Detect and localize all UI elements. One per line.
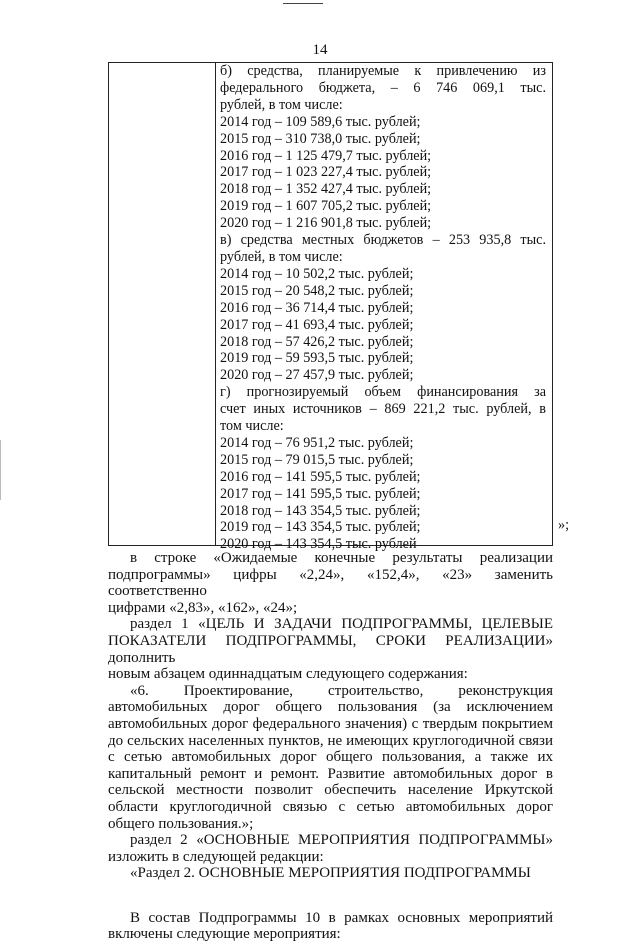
financing-table-cell xyxy=(220,63,546,553)
table-line: 2017 год – 1 023 227,4 тыс. рублей; xyxy=(220,164,432,181)
paragraph-line: включены следующие мероприятия: xyxy=(108,926,341,943)
table-line: 2018 год – 57 426,2 тыс. рублей; xyxy=(220,333,414,350)
table-line: б) средства, планируемые к привлечению из xyxy=(220,63,546,79)
table-line: 2020 год – 1 216 901,8 тыс. рублей; xyxy=(220,215,432,232)
top-rule xyxy=(283,3,323,4)
table-line: 2018 год – 143 354,5 тыс. рублей; xyxy=(220,502,421,519)
blank-line xyxy=(108,882,553,910)
paragraph-line: подпрограммы» цифры «2,24», «152,4», «23» заменить соответственно xyxy=(108,566,553,600)
table-line: 2014 год – 109 589,6 тыс. рублей; xyxy=(220,113,421,130)
paragraph-line: раздел 2 «ОСНОВНЫЕ МЕРОПРИЯТИЯ ПОДПРОГРАММЫ» xyxy=(130,832,553,849)
table-line: 2014 год – 76 951,2 тыс. рублей; xyxy=(220,434,414,451)
paragraph-line: в строке «Ожидаемые конечные результаты реализации xyxy=(130,550,553,566)
section-title: «Раздел 2. ОСНОВНЫЕ МЕРОПРИЯТИЯ ПОДПРОГРАММЫ xyxy=(130,865,531,882)
table-line: 2016 год – 141 595,5 тыс. рублей; xyxy=(220,468,421,485)
table-line: 2016 год – 36 714,4 тыс. рублей; xyxy=(220,299,414,316)
table-line: 2015 год – 20 548,2 тыс. рублей; xyxy=(220,282,414,299)
paragraph-line: новым абзацем одиннадцатым следующего содержания: xyxy=(108,666,468,683)
paragraph-line: раздел 1 «ЦЕЛЬ И ЗАДАЧИ ПОДПРОГРАММЫ, ЦЕЛЕВЫЕ xyxy=(130,616,553,633)
table-line: 2016 год – 1 125 479,7 тыс. рублей; xyxy=(220,147,432,164)
table-line: 2018 год – 1 352 427,4 тыс. рублей; xyxy=(220,181,432,198)
paragraph-line: изложить в следующей редакции: xyxy=(108,848,324,865)
scan-edge-mark xyxy=(0,440,1,500)
table-line: 2017 год – 141 595,5 тыс. рублей; xyxy=(220,485,421,502)
table-line: 2017 год – 41 693,4 тыс. рублей; xyxy=(220,316,414,333)
table-line: федерального бюджета, – 6 746 069,1 тыс. xyxy=(220,79,546,96)
table-line: рублей, в том числе: xyxy=(220,248,343,265)
paragraph-line: В состав Подпрограммы 10 в рамках основных мероприятий xyxy=(130,909,553,926)
page-number: 14 xyxy=(312,42,328,58)
table-line: 2019 год – 1 607 705,2 тыс. рублей; xyxy=(220,198,432,215)
table-line: 2019 год – 59 593,5 тыс. рублей; xyxy=(220,350,414,367)
quoted-paragraph: «6. Проектирование, строительство, реконструкция автомобильных дорог общего пользования (за исключением автомобильных дорог федерального значения) с твердым покрытием до сельских населенных пунктов, не имеющих круглогодичной связи с сетью автомобильных дорог общего пользования, а также их капитальный ремонт и ремонт. Развитие автомобильных дорог в сельской местности позволит обеспечить население Иркутской области круглогодичной связью с сетью автомобильных дорог общего пользования.»; xyxy=(108,682,553,832)
table-line: том числе: xyxy=(220,418,284,435)
paragraph-line: цифрами «2,83», «162», «24»; xyxy=(108,599,298,616)
table-line: 2014 год – 10 502,2 тыс. рублей; xyxy=(220,265,414,282)
table-line: в) средства местных бюджетов – 253 935,8 тыс. xyxy=(220,232,546,249)
table-line: рублей, в том числе: xyxy=(220,96,343,113)
table-line: 2020 год – 143 354,5 тыс. рублей xyxy=(220,536,417,553)
document-body xyxy=(108,550,553,943)
table-line: 2015 год – 310 738,0 тыс. рублей; xyxy=(220,130,421,147)
table-line: 2015 год – 79 015,5 тыс. рублей; xyxy=(220,451,414,468)
table-line: 2020 год – 27 457,9 тыс. рублей; xyxy=(220,367,414,384)
table-line: 2019 год – 143 354,5 тыс. рублей; xyxy=(220,519,421,536)
financing-table xyxy=(108,62,553,553)
table-column-divider xyxy=(215,63,216,545)
table-line: г) прогнозируемый объем финансирования за xyxy=(220,384,546,401)
paragraph-line: ПОКАЗАТЕЛИ ПОДПРОГРАММЫ, СРОКИ РЕАЛИЗАЦИИ» дополнить xyxy=(108,632,553,666)
table-line: счет иных источников – 869 221,2 тыс. рублей, в xyxy=(220,401,546,418)
table-closing-quote: »; xyxy=(558,517,570,533)
